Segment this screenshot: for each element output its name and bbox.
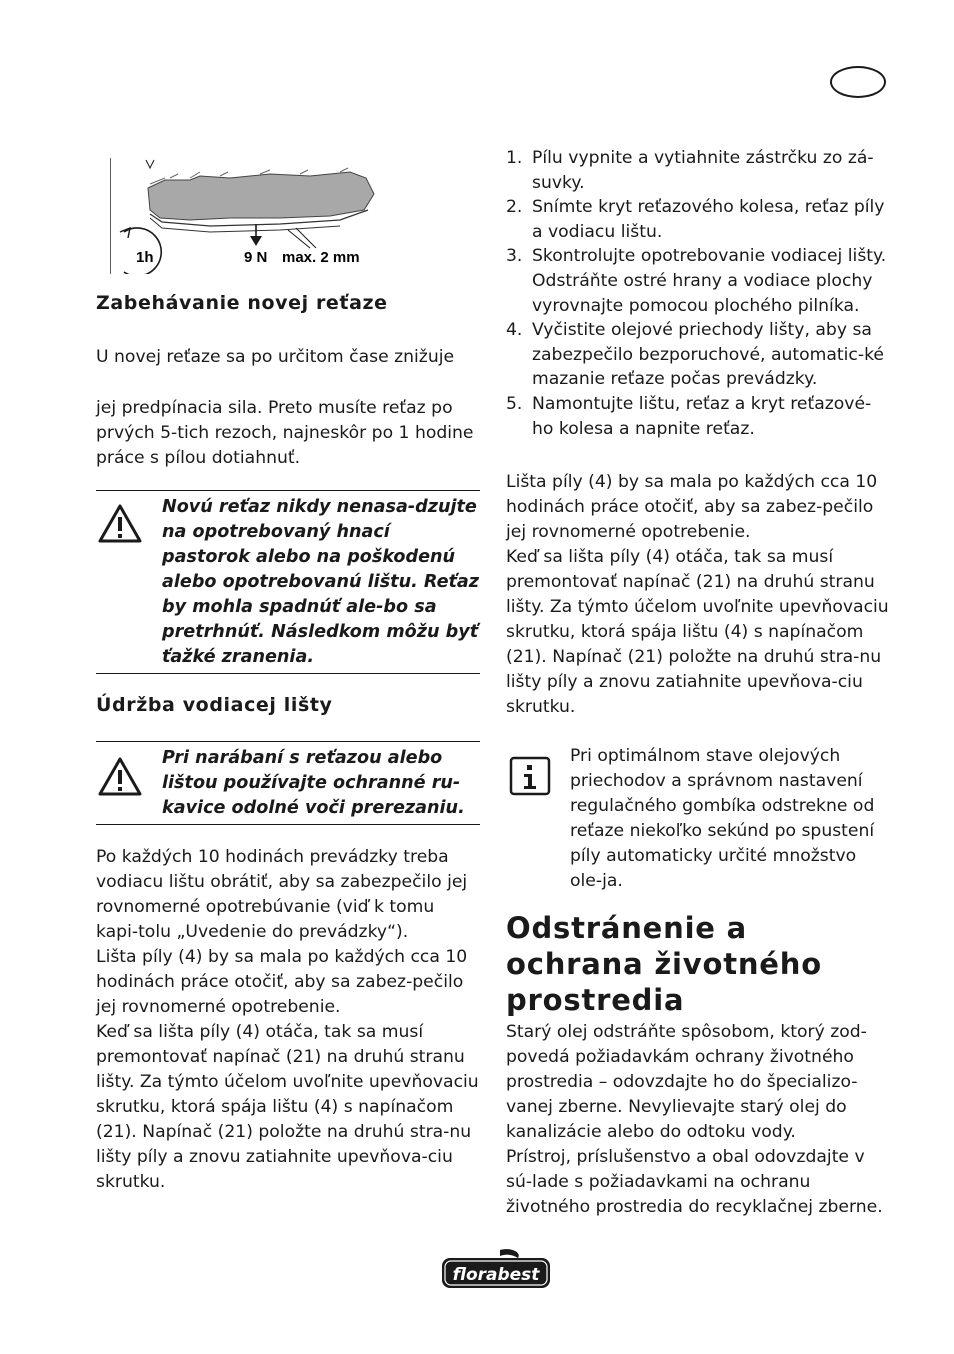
info-icon — [508, 756, 552, 796]
warning-text-chain: Novú reťaz nikdy nenasa-dzujte na opotrebovaný hnací pastorok alebo na poškodenú alebo opotrebovanú lištu. Reťaz by mohla spadnúť ale-bo sa pretrhnúť. Následkom môžu byť ťažké zranenia. — [162, 497, 480, 667]
heading-chain-break-in: Zabehávanie novej reťaze — [96, 292, 388, 314]
maintenance-steps-list — [506, 146, 890, 441]
warning-text-gloves: Pri narábaní s reťazou alebo lištou používajte ochranné ru-kavice odolné voči prerezaniu. — [162, 748, 465, 818]
diagram-label-force: 9 N — [244, 249, 268, 266]
paragraph-environment: Starý olej odstráňte spôsobom, ktorý zod-povedá požiadavkám ochrany životného prostredia – odovzdajte ho do špecializo-vanej zberne. Nevylievajte starý olej do kanalizácie alebo do odtoku vody. Prístroj, príslušenstvo a obal odovzdajte v sú-lade s požiadavkami na ochranu životného prostredia do recyklačnej zberne. — [506, 1022, 883, 1217]
list-item: 2. Snímte kryt reťazového kolesa, reťaz píly a vodiacu lištu. — [506, 197, 885, 242]
diagram-label-gap: max. 2 mm — [282, 249, 360, 266]
heading-bar-maintenance: Údržba vodiacej lišty — [96, 694, 333, 716]
info-box — [506, 744, 890, 896]
list-item: 5. Namontujte lištu, reťaz a kryt reťazové-ho kolesa a napnite reťaz. — [506, 393, 872, 439]
list-item: 1. Pílu vypnite a vytiahnite zástrčku zo zá-suvky. — [506, 148, 874, 193]
heading-environment: Odstránenie a ochrana životného prostredia — [506, 911, 822, 1017]
logo-text: florabest — [452, 1265, 540, 1285]
chain-tension-diagram — [110, 154, 382, 274]
paragraph-break-in-1: U novej reťaze sa po určitom čase znižuje — [96, 347, 455, 367]
list-item: 4. Vyčistite olejové priechody lišty, aby sa zabezpečilo bezporuchové, automatic-ké mazanie reťaze počas prevádzky. — [506, 320, 884, 390]
paragraph-break-in-2: jej predpínacia sila. Preto musíte reťaz po prvých 5-tich rezoch, najneskôr po 1 hodine práce s pílou dotiahnuť. — [96, 398, 474, 468]
list-item: 3. Skontrolujte opotrebovanie vodiacej lišty. Odstráňte ostré hrany a vodiace plochy vyrovnajte pomocou plochého pilníka. — [506, 246, 887, 316]
paragraph-bar-rotation: Po každých 10 hodinách prevádzky treba vodiacu lištu obrátiť, aby sa zabezpečilo jej rovnomerné opotrebúvanie (viď k tomu kapi-tolu „Uvedenie do prevádzky“). Lišta píly (4) by sa mala po každých cca 10 hodinách práce otočiť, aby sa zabez-pečilo jej rovnomerné opotrebenie. Keď sa lišta píly (4) otáča, tak sa musí premontovať napínač (21) na druhú stranu lišty. Za týmto účelom uvoľnite upevňovaciu skrutku, ktorá spája lištu (4) s napínačom (21). Napínač (21) položte na druhú stra-nu lišty píly a znovu zatiahnite upevňova-ciu skrutku. — [96, 847, 479, 1192]
paragraph-bar-rotation-right: Lišta píly (4) by sa mala po každých cca 10 hodinách práce otočiť, aby sa zabez-pečilo jej rovnomerné opotrebenie. Keď sa lišta píly (4) otáča, tak sa musí premontovať napínač (21) na druhú stranu lišty. Za týmto účelom uvoľnite upevňovaciu skrutku, ktorá spája lištu (4) s napínačom (21). Napínač (21) položte na druhú stra-nu lišty píly a znovu zatiahnite upevňova-ciu skrutku. — [506, 472, 889, 717]
warning-triangle-icon — [98, 503, 142, 543]
diagram-label-time: 1h — [136, 249, 154, 266]
warning-box-gloves — [96, 741, 480, 825]
warning-triangle-icon — [98, 756, 142, 796]
warning-box-chain — [96, 490, 480, 674]
florabest-logo — [440, 1248, 552, 1290]
info-text: Pri optimálnom stave olejových priechodov a správnom nastavení regulačného gombíka odstrekne od reťaze niekoľko sekúnd po spustení píly automaticky určité množstvo ole-ja. — [570, 746, 875, 891]
language-badge-oval — [830, 66, 886, 98]
